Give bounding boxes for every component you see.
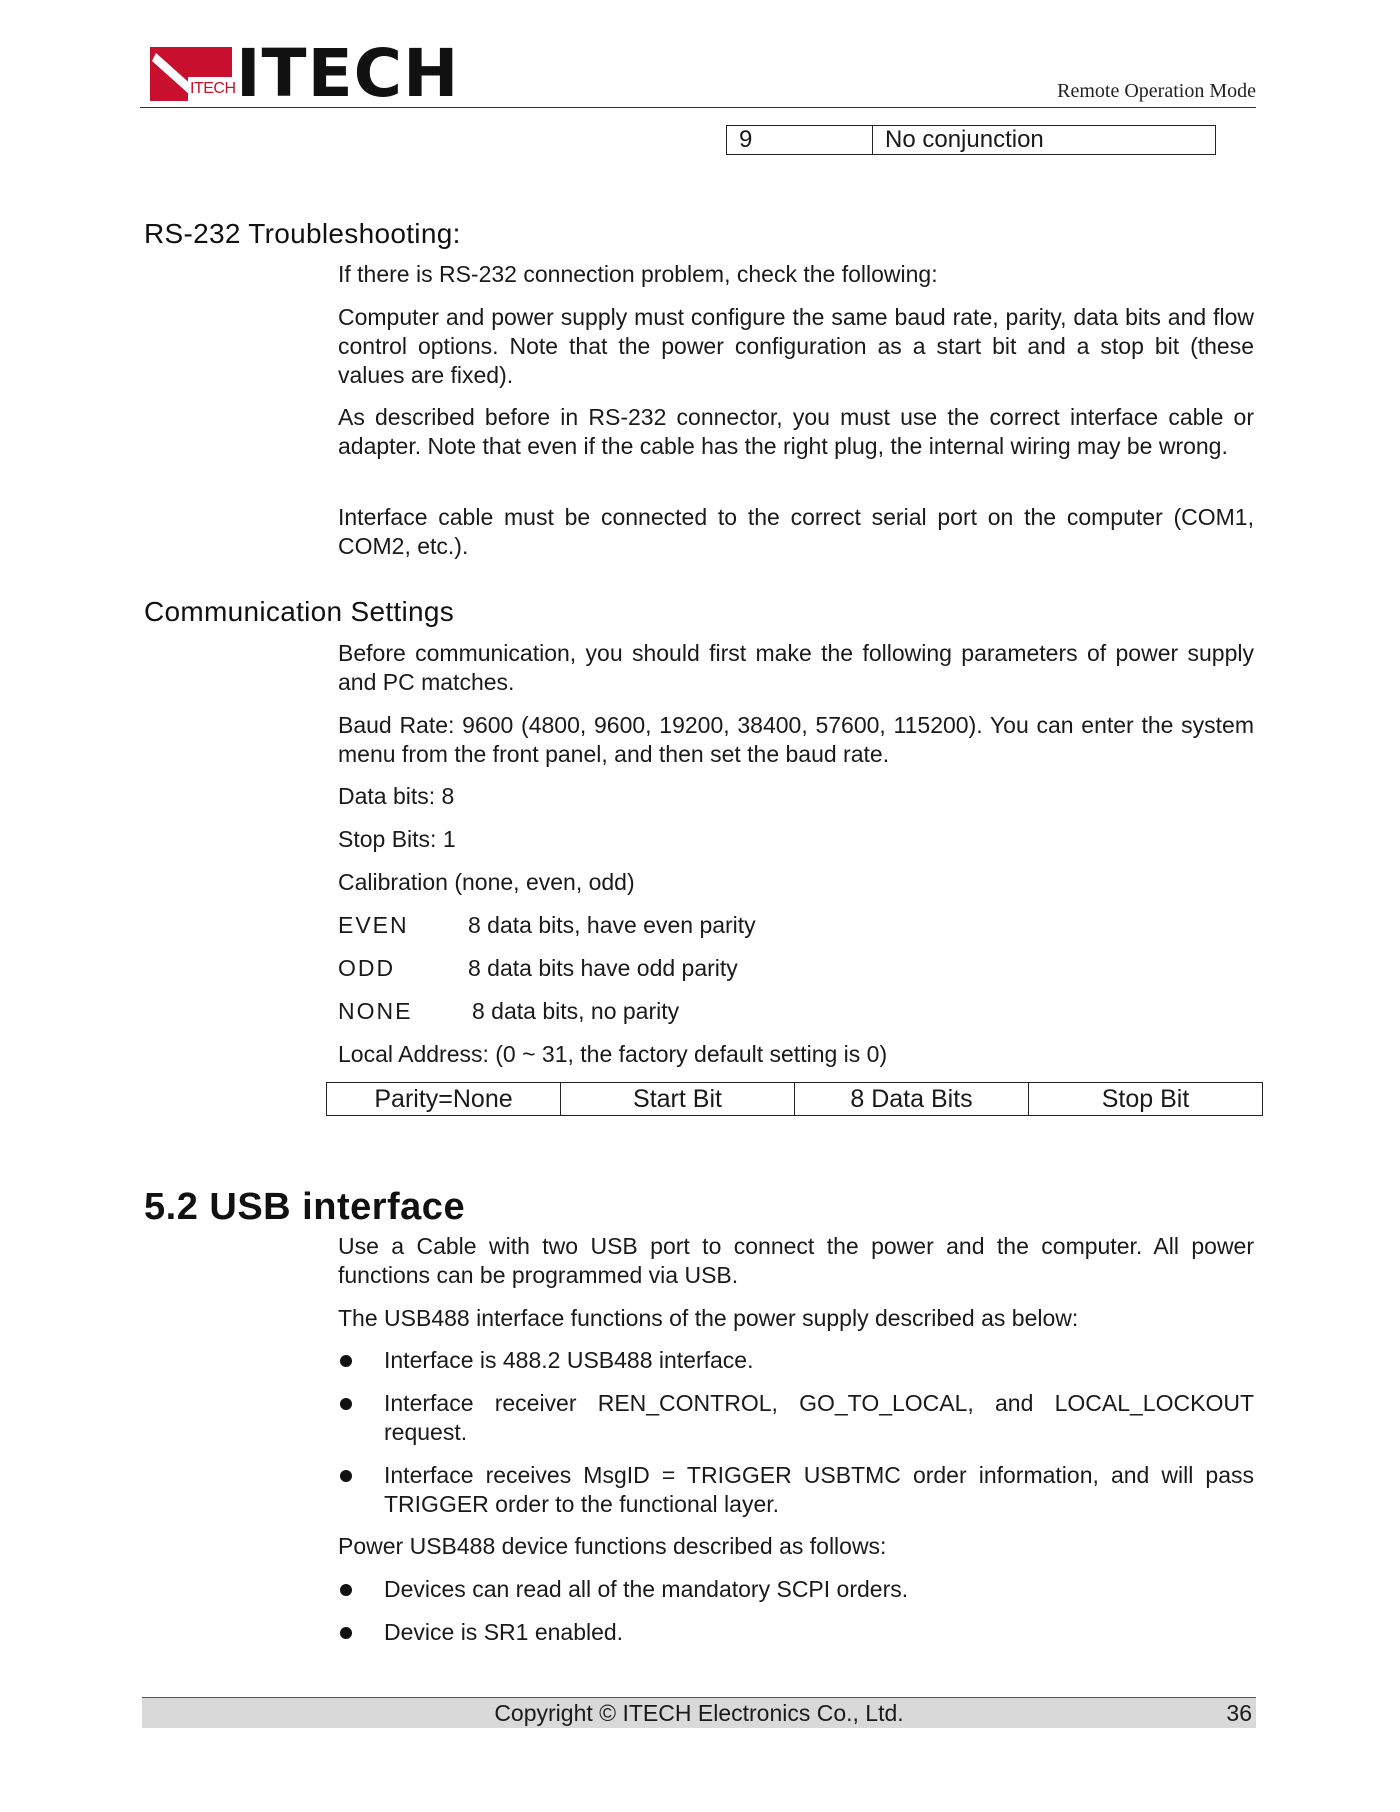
bullet-icon xyxy=(340,1398,352,1410)
rs232-heading: RS-232 Troubleshooting: xyxy=(144,218,461,249)
parity-row-odd xyxy=(338,954,738,983)
usb-section-heading: 5.2 USB interface xyxy=(144,1186,466,1228)
parity-desc: 8 data bits have odd parity xyxy=(468,955,738,981)
usb-paragraph-3: Power USB488 device functions described as follows: xyxy=(338,1533,887,1559)
parity-term: EVEN xyxy=(338,912,409,938)
code-table-fragment xyxy=(726,125,1216,155)
parity-desc: 8 data bits, no parity xyxy=(472,998,680,1024)
rs232-paragraph-3: Interface cable must be connected to the correct serial port on the computer (COM1, COM2, etc.). xyxy=(338,504,1254,559)
bullet-icon xyxy=(340,1627,352,1639)
logo-mark xyxy=(150,47,236,101)
list-item-text: Interface is 488.2 USB488 interface. xyxy=(384,1347,754,1373)
list-item-text: Devices can read all of the mandatory SCPI orders. xyxy=(384,1576,909,1602)
parity-desc: 8 data bits, have even parity xyxy=(468,912,756,938)
page-footer xyxy=(142,1697,1256,1728)
comm-paragraph-1: Before communication, you should first make the following parameters of power supply and PC matches. xyxy=(338,640,1254,695)
data-bits-line: Data bits: 8 xyxy=(338,783,455,809)
itech-logo xyxy=(150,35,460,112)
list-item-text: Device is SR1 enabled. xyxy=(384,1619,624,1645)
list-item-text: Interface receiver REN_CONTROL, GO_TO_LOCAL, and LOCAL_LOCKOUT request. xyxy=(384,1390,1254,1445)
table-cell: Stop Bit xyxy=(1029,1083,1263,1116)
bullet-icon xyxy=(340,1355,352,1367)
bullet-icon xyxy=(340,1470,352,1482)
rs232-paragraph-1: Computer and power supply must configure the same baud rate, parity, data bits and flow control options. Note that the power configuration as a start bit and a stop bit (these values are fixed). xyxy=(338,304,1254,388)
local-address-line: Local Address: (0 ~ 31, the factory default setting is 0) xyxy=(338,1041,888,1067)
list-item xyxy=(338,1461,1254,1519)
list-item xyxy=(338,1346,1254,1375)
rs232-intro: If there is RS-232 connection problem, check the following: xyxy=(338,261,938,287)
table-row xyxy=(327,1083,1263,1116)
table-cell: No conjunction xyxy=(873,126,1216,155)
table-cell: 9 xyxy=(727,126,873,155)
stop-bits-line: Stop Bits: 1 xyxy=(338,826,456,852)
usb-paragraph-1: Use a Cable with two USB port to connect the power and the computer. All power functions can be programmed via USB. xyxy=(338,1233,1254,1288)
calibration-line: Calibration (none, even, odd) xyxy=(338,869,635,895)
parity-term: ODD xyxy=(338,955,396,981)
parity-row-even xyxy=(338,911,756,940)
serial-frame-table xyxy=(326,1082,1263,1116)
usb-paragraph-2: The USB488 interface functions of the power supply described as below: xyxy=(338,1305,1079,1331)
header-divider xyxy=(140,107,1256,108)
comm-paragraph-2: Baud Rate: 9600 (4800, 9600, 19200, 38400, 57600, 115200). You can enter the system menu from the front panel, and then set the baud rate. xyxy=(338,712,1254,767)
table-cell: Parity=None xyxy=(327,1083,561,1116)
copyright-text: Copyright © ITECH Electronics Co., Ltd. xyxy=(494,1700,904,1726)
bullet-icon xyxy=(340,1584,352,1596)
parity-row-none xyxy=(338,997,679,1026)
table-row xyxy=(727,126,1216,155)
rs232-paragraph-2: As described before in RS-232 connector, you must use the correct interface cable or adapter. Note that even if the cable has the right plug, the internal wiring may be wrong. xyxy=(338,404,1254,459)
parity-term: NONE xyxy=(338,998,413,1024)
logo-wordmark: ITECH xyxy=(236,35,460,112)
list-item-text: Interface receives MsgID = TRIGGER USBTMC order information, and will pass TRIGGER order to the functional layer. xyxy=(384,1462,1254,1517)
header-section-title: Remote Operation Mode xyxy=(1057,80,1256,102)
list-item xyxy=(338,1575,1254,1604)
table-cell: Start Bit xyxy=(561,1083,795,1116)
page-number: 36 xyxy=(1226,1700,1252,1726)
list-item xyxy=(338,1389,1254,1447)
table-cell: 8 Data Bits xyxy=(795,1083,1029,1116)
list-item xyxy=(338,1618,1254,1647)
logo-badge-text: ITECH xyxy=(190,80,236,97)
comm-heading: Communication Settings xyxy=(144,596,455,627)
